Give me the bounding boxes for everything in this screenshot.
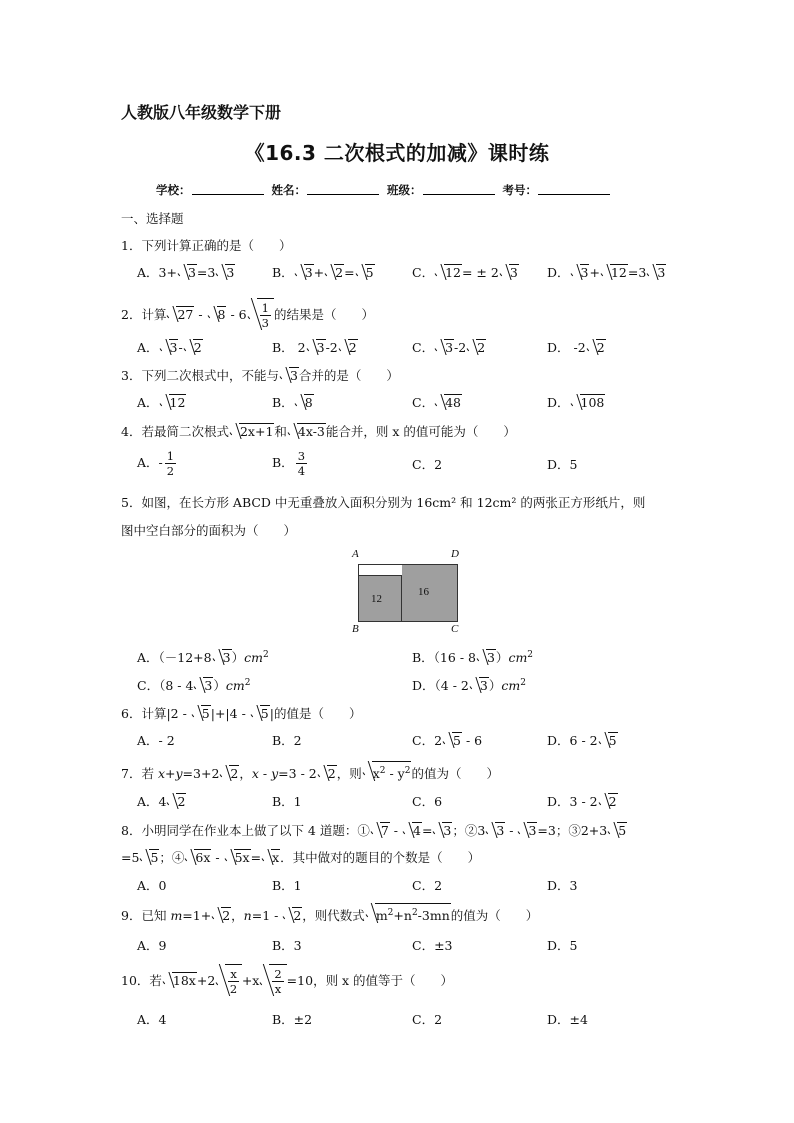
sqrt: 3 [280,367,299,383]
sqrt: 4x-3 [288,423,326,439]
sqrt: 2x+1 [230,423,274,439]
q3-option-c[interactable]: C． 48 [412,395,461,410]
fraction: $\frac{1}{2}$ [166,449,175,478]
q4-option-a[interactable]: A．- $\frac{1}{2}$ [137,449,175,478]
q7-option-d[interactable]: D．3 - 2 2 [547,794,617,809]
sqrt: 5 [356,264,375,280]
sqrt: 5x [225,849,251,865]
sqrt: 12 [160,394,187,410]
sqrt: 2 [167,793,186,809]
text: 4．若最简二次根式 [121,424,229,439]
q9-option-c[interactable]: C．±3 [412,938,453,953]
sqrt: 5 [251,705,270,721]
fraction: $\frac{3}{4}$ [297,449,306,478]
question-10-stem: 10．若 18x+2 $\frac{x}{2}$ +x $\frac{2}{x}$ =10，则 x 的值等于（ ） [121,964,453,996]
text: 3．下列二次根式中，不能与 [121,368,279,383]
q3-option-d[interactable]: D． 108 [547,395,605,410]
q6-option-d[interactable]: D．6 - 2 5 [547,733,617,748]
q2-option-a[interactable]: A． 3- 2 [137,340,202,355]
figure-label-a: A [352,548,359,560]
sqrt: 2 [318,765,337,781]
sqrt: 3 [213,649,232,665]
q9-option-a[interactable]: A．9 [137,938,167,953]
sqrt: 12 [601,264,628,280]
sqrt: 3 [571,264,590,280]
square-12-label: 12 [371,593,382,605]
sqrt: 3 [518,822,537,838]
sqrt [248,298,274,330]
sqrt: 3 [160,339,179,355]
q5-option-b[interactable]: B．（16 - 8 $3)cm^2$ [412,649,534,665]
q5-option-a[interactable]: A．（－12+8 $3)cm^2$ [137,649,269,665]
sqrt: 8 [295,394,314,410]
sqrt: 3 [470,677,489,693]
square-16-label: 16 [418,586,429,598]
text: 合并的是（ ） [298,368,399,383]
text: 的值为（ ） [411,766,499,782]
q10-option-c[interactable]: C．2 [412,1012,443,1027]
section-heading: 一、选择题 [121,211,184,226]
sqrt: x [262,849,280,865]
sqrt: 2 [339,339,358,355]
question-8-line2: =5 5；④ 6x - 5x= x．其中做对的题目的个数是（ ） [121,850,481,865]
sqrt: 5 [192,705,211,721]
question-7-stem: 7．若 x+y=3+2 2，x - y=3 - 2 2，则 $x^2 - y^2$的值为（ ） [121,761,499,782]
school-label: 学校： [156,183,191,197]
figure-label-c: C [451,623,459,635]
q7-option-b[interactable]: B．1 [272,794,302,809]
class-blank[interactable] [423,182,495,195]
q10-option-d[interactable]: D．±4 [547,1012,588,1027]
q2-option-c[interactable]: C． 3-2 2 [412,340,486,355]
q3-option-b[interactable]: B． 8 [272,395,313,410]
sqrt: 3 [500,264,519,280]
q6-option-a[interactable]: A．- 2 [137,733,175,748]
question-8-line1: 8．小明同学在作业本上做了以下 4 道题：① 7 - 4= 3；②3 3 - 3=3；③2+3 5 [121,823,627,838]
text: 和 [274,424,287,439]
sqrt: 2 [220,765,239,781]
q5-option-d[interactable]: D．（4 - 2 $3)cm^2$ [412,677,526,693]
sqrt: 2 [587,339,606,355]
sqrt: 27 [167,306,194,322]
text: ．其中做对的题目的个数是（ ） [280,850,481,865]
sqrt: 3 [295,264,314,280]
sqrt: 6x [185,849,211,865]
sqrt: 7 [371,822,390,838]
student-info-line [156,182,614,198]
sqrt: 12 [435,264,462,280]
rectangle-figure [358,564,458,622]
sqrt: 3 [194,677,213,693]
option-letter: D． [547,265,570,280]
q8-option-d[interactable]: D．3 [547,878,578,893]
text: 2．计算 [121,307,167,322]
q8-option-a[interactable]: A．0 [137,878,167,893]
sqrt [260,964,286,996]
q7-option-a[interactable]: A．4 2 [137,794,186,809]
q8-option-b[interactable]: B．1 [272,878,302,893]
sqrt: 3 [433,822,452,838]
sqrt: 3 [647,264,666,280]
q3-option-a[interactable]: A． 12 [137,395,186,410]
option-letter: B． [272,265,294,280]
sqrt: 3 [178,264,197,280]
q1-option-a[interactable]: A．3+ 3=3 3 [137,265,235,280]
fraction: $\frac{x}{2}$ [229,967,238,996]
text: 的值是（ ） [273,706,362,721]
question-5-line1: 5．如图，在长方形 ABCD 中无重叠放入面积分别为 16cm² 和 12cm² 的两张正方形纸片，则 [121,495,646,510]
sqrt: 8 [208,306,227,322]
text: 8．小明同学在作业本上做了以下 4 道题：① [121,823,370,838]
fraction: $\frac{1}{3}$ [261,301,269,330]
q4-option-d[interactable]: D．5 [547,457,578,472]
class-label: 班级： [387,183,422,197]
sqrt: 2 [599,793,618,809]
question-9-stem: 9．已知 m=1+ 2，n=1 - 2，则代数式 $m^2+n^2-3mn$的值为（ ） [121,903,538,924]
question-5-line2: 图中空白部分的面积为（ ） [121,523,297,538]
sqrt: 3 [435,339,454,355]
page-title: 《16.3 二次根式的加减》课时练 [244,141,550,165]
q10-option-a[interactable]: A．4 [137,1012,167,1027]
q9-option-b[interactable]: B．3 [272,938,302,953]
q9-option-d[interactable]: D．5 [547,938,578,953]
q4-option-b[interactable]: B． $\frac{3}{4}$ [272,449,306,478]
text: 的值为（ ） [450,908,539,924]
text: 6．计算|2 - [121,706,191,721]
text: 的结果是（ ） [273,307,374,322]
sqrt: 3 [477,649,496,665]
q6-option-c[interactable]: C．2 5 - 6 [412,733,483,748]
figure-label-b: B [352,623,359,635]
question-2-stem: 2．计算 27 - 8 - 6 $\frac{1}{3}$ 的结果是（ ） [121,298,374,330]
sqrt: 2 [325,264,344,280]
q2-option-d[interactable]: D． -2 2 [547,340,605,355]
sqrt: 108 [571,394,606,410]
square-16 [402,565,457,621]
q1-option-c[interactable]: C． 12= ± 2 3 [412,265,518,280]
sqrt: 3 [216,264,235,280]
name-blank[interactable] [307,182,379,195]
q8-option-c[interactable]: C．2 [412,878,443,893]
sqrt: 2 [212,907,231,923]
sqrt: $x^2 - y^2$ [363,761,412,781]
name-label: 姓名： [271,183,307,197]
sqrt: 3 [307,339,326,355]
text: ，则 x 的值等于（ ） [313,973,454,988]
question-1-stem: 1．下列计算正确的是（ ） [121,238,292,253]
square-12 [359,575,402,621]
sqrt: 2 [467,339,486,355]
fraction: $\frac{2}{x}$ [274,967,282,996]
q4-option-c[interactable]: C．2 [412,457,443,472]
document-header: 人教版八年级数学下册 [121,103,282,122]
sqrt: 5 [140,849,159,865]
q6-option-b[interactable]: B．2 [272,733,302,748]
sqrt: 5 [608,822,627,838]
sqrt: 18x [163,972,197,988]
q5-option-c[interactable]: C．（8 - 4 $3)cm^2$ [137,677,251,693]
text: 能合并，则 x 的值可能为（ ） [325,424,516,439]
school-blank[interactable] [192,182,264,195]
sqrt: $m^2+n^2-3mn$ [366,903,451,923]
q1-option-d[interactable]: D． 3+ 12=3 3 [547,265,666,280]
sqrt: 5 [599,732,618,748]
exam-label: 考号： [502,183,538,197]
q10-option-b[interactable]: B．±2 [272,1012,313,1027]
figure-label-d: D [451,548,459,560]
sqrt: 4 [403,822,422,838]
sqrt: 2 [184,339,203,355]
q7-option-c[interactable]: C．6 [412,794,443,809]
sqrt: 48 [435,394,462,410]
question-6-stem: 6．计算|2 - 5|+|4 - 5|的值是（ ） [121,706,362,721]
sqrt: 5 [443,732,462,748]
q1-option-b[interactable]: B． 3+ 2= 5 [272,265,374,280]
question-4-stem [121,422,516,440]
sqrt [216,964,242,996]
sqrt: 3 [486,822,505,838]
option-letter: C． [412,265,435,280]
sqrt: 2 [283,907,302,923]
option-letter: A． [137,265,159,280]
question-3-stem [121,366,399,384]
exam-blank[interactable] [538,182,610,195]
q2-option-b[interactable]: B． 2 3-2 2 [272,340,357,355]
